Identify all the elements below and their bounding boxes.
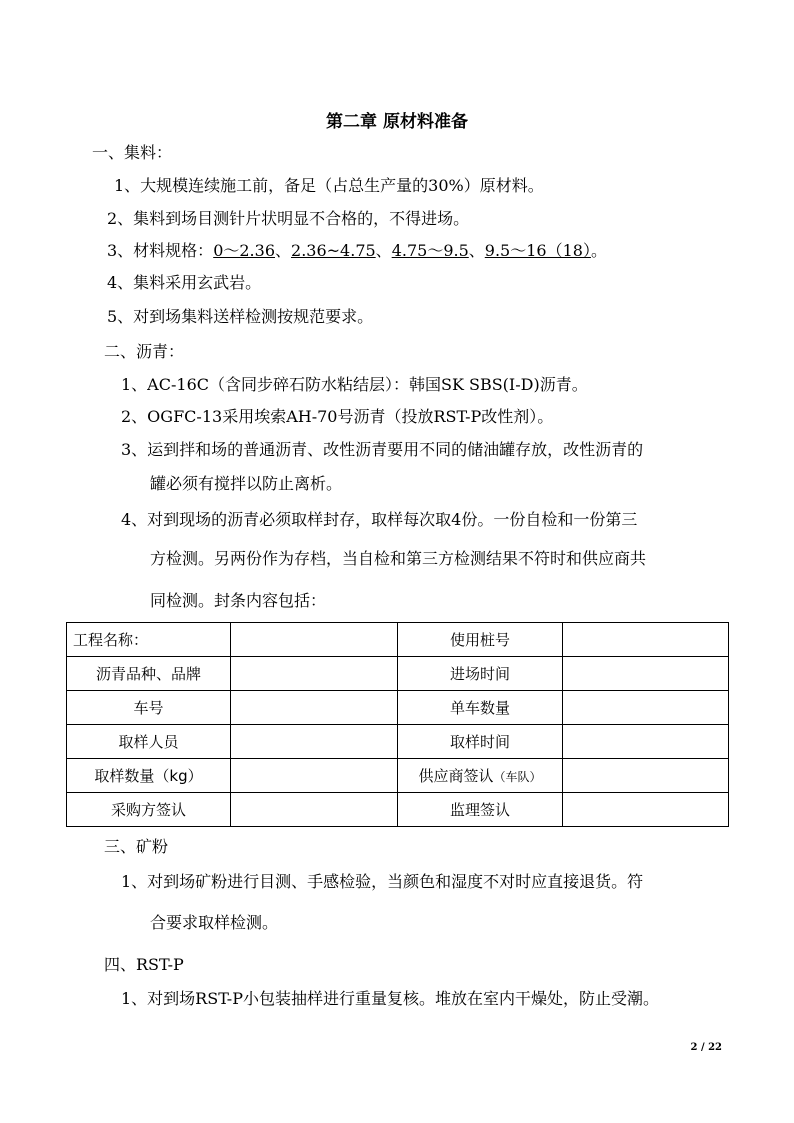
- label-supervisor-sign: 监理签认: [398, 793, 563, 827]
- table-row: [67, 623, 729, 657]
- table-row: [67, 691, 729, 725]
- spec-range-3: 4.75～9.5: [391, 241, 469, 260]
- asphalt-item-3-cont: 罐必须有搅拌以防止离析。: [150, 474, 343, 493]
- spec-prefix: 3、材料规格：: [107, 241, 214, 260]
- aggregate-item-3: [107, 240, 607, 262]
- spec-range-2: 2.36~4.75: [291, 241, 376, 260]
- aggregate-item-5: 5、对到场集料送样检测按规范要求。: [107, 307, 374, 326]
- value-vehicle-no: [231, 691, 398, 725]
- label-load-quantity: 单车数量: [398, 691, 563, 725]
- value-station: [563, 623, 729, 657]
- table-row: [67, 793, 729, 827]
- section-heading-mineral-powder: 三、矿粉: [104, 837, 169, 856]
- chapter-title: 第二章 原材料准备: [326, 112, 468, 132]
- label-sampler: 取样人员: [67, 725, 231, 759]
- spec-end: 。: [590, 241, 607, 260]
- spec-range-4: 9.5～16（18）: [484, 241, 591, 260]
- label-sampling-time: 取样时间: [398, 725, 563, 759]
- value-project-name: [231, 623, 398, 657]
- label-purchaser-sign: 采购方签认: [67, 793, 231, 827]
- label-supplier-sign: [398, 759, 563, 793]
- value-load-quantity: [563, 691, 729, 725]
- spec-sep: 、: [275, 241, 292, 260]
- label-sample-quantity: 取样数量（kg）: [67, 759, 231, 793]
- value-purchaser-sign: [231, 793, 398, 827]
- asphalt-item-4-cont2: 同检测。封条内容包括：: [150, 591, 327, 610]
- asphalt-item-1: 1、AC-16C（含同步碎石防水粘结层）：韩国SK SBS(I-D)沥青。: [121, 375, 588, 394]
- label-station: 使用桩号: [398, 623, 563, 657]
- aggregate-item-2: 2、集料到场目测针片状明显不合格的，不得进场。: [107, 209, 470, 228]
- aggregate-item-4: 4、集料采用玄武岩。: [107, 273, 262, 292]
- section-heading-aggregate: 一、集料：: [92, 143, 173, 162]
- label-project-name: 工程名称：: [67, 623, 231, 657]
- supplier-sign-suffix: （车队）: [493, 770, 542, 784]
- label-arrival-time: 进场时间: [398, 657, 563, 691]
- asphalt-item-4-cont: 方检测。另两份作为存档，当自检和第三方检测结果不符时和供应商共: [150, 549, 647, 568]
- value-sampler: [231, 725, 398, 759]
- section-heading-rst-p: 四、RST-P: [104, 955, 184, 974]
- supplier-sign-text: 供应商签认: [418, 767, 494, 785]
- page-number: 2 / 22: [690, 1042, 722, 1053]
- value-asphalt-brand: [231, 657, 398, 691]
- label-asphalt-brand: 沥青品种、品牌: [67, 657, 231, 691]
- value-supplier-sign: [563, 759, 729, 793]
- label-vehicle-no: 车号: [67, 691, 231, 725]
- mineral-item-1-cont: 合要求取样检测。: [150, 913, 279, 932]
- seal-content-table: [66, 622, 729, 827]
- aggregate-item-1: 1、大规模连续施工前，备足（占总生产量的30%）原材料。: [114, 176, 544, 195]
- value-supervisor-sign: [563, 793, 729, 827]
- rst-p-item-1: 1、对到场RST-P小包装抽样进行重量复核。堆放在室内干燥处，防止受潮。: [121, 989, 659, 1008]
- asphalt-item-2: 2、OGFC-13采用埃索AH-70号沥青（投放RST-P改性剂）。: [121, 407, 554, 426]
- mineral-item-1: 1、对到场矿粉进行目测、手感检验，当颜色和湿度不对时应直接退货。符: [121, 872, 644, 891]
- asphalt-item-3: 3、运到拌和场的普通沥青、改性沥青要用不同的储油罐存放，改性沥青的: [121, 440, 644, 459]
- value-arrival-time: [563, 657, 729, 691]
- spec-range-1: 0～2.36: [213, 241, 275, 260]
- value-sampling-time: [563, 725, 729, 759]
- section-heading-asphalt: 二、沥青：: [104, 342, 185, 361]
- spec-sep: 、: [468, 241, 485, 260]
- spec-sep: 、: [375, 241, 392, 260]
- asphalt-item-4: 4、对到现场的沥青必须取样封存，取样每次取4份。一份自检和一份第三: [121, 510, 638, 529]
- table-row: [67, 657, 729, 691]
- value-sample-quantity: [231, 759, 398, 793]
- table-row: [67, 759, 729, 793]
- table-row: [67, 725, 729, 759]
